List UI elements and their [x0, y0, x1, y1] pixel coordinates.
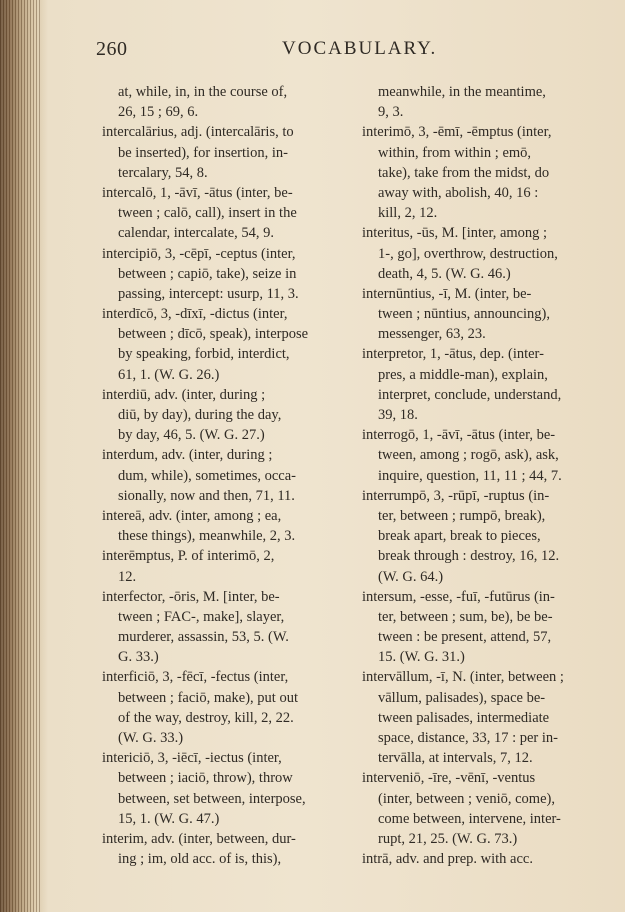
vocabulary-line: interdiū, adv. (inter, during ;: [102, 386, 266, 403]
vocabulary-line: intrā, adv. and prep. with acc.: [362, 851, 533, 868]
vocabulary-line: intercalārius, adj. (intercalāris, to: [102, 124, 294, 141]
vocabulary-line: (inter, between ; veniō, come),: [378, 790, 555, 807]
vocabulary-line: interrumpō, 3, -rūpī, -ruptus (in-: [362, 487, 550, 504]
vocabulary-line: diū, by day), during the day,: [118, 407, 282, 423]
vocabulary-line: these things), meanwhile, 2, 3.: [118, 528, 296, 545]
vocabulary-line: between ; iaciō, throw), throw: [118, 770, 293, 787]
vocabulary-line: take), take from the midst, do: [378, 164, 550, 181]
vocabulary-line: interveniō, -īre, -vēnī, -ventus: [362, 770, 536, 787]
vocabulary-line: tervālla, at intervals, 7, 12.: [378, 750, 533, 767]
vocabulary-line: by day, 46, 5. (W. G. 27.): [118, 427, 265, 444]
vocabulary-line: messenger, 63, 23.: [378, 326, 486, 343]
page-number: 260: [96, 38, 128, 60]
vocabulary-line: 9, 3.: [378, 104, 404, 121]
vocabulary-line: internūntius, -ī, M. (inter, be-: [362, 285, 532, 302]
vocabulary-line: at, while, in, in the course of,: [118, 84, 288, 100]
vocabulary-line: (W. G. 33.): [118, 730, 184, 746]
vocabulary-line: interfector, -ōris, M. [inter, be-: [102, 588, 280, 605]
vocabulary-line: sionally, now and then, 71, 11.: [118, 487, 295, 504]
vocabulary-line: G. 33.): [118, 649, 159, 666]
vocabulary-line: tween : be present, attend, 57,: [378, 629, 552, 646]
vocabulary-line: interim, adv. (inter, between, dur-: [102, 830, 296, 847]
right-column: [362, 82, 610, 869]
vocabulary-line: intervāllum, -ī, N. (inter, between ;: [362, 669, 564, 686]
vocabulary-line: intercipiō, 3, -cēpī, -ceptus (inter,: [102, 245, 296, 262]
vocabulary-line: tween ; nūntius, announcing),: [378, 306, 550, 323]
vocabulary-line: between ; dīcō, speak), interpose: [118, 326, 309, 343]
vocabulary-line: pres, a middle-man), explain,: [378, 366, 548, 383]
vocabulary-line: 15, 1. (W. G. 47.): [118, 810, 220, 827]
vocabulary-line: tween ; calō, call), insert in the: [118, 205, 297, 222]
running-head: VOCABULARY.: [282, 38, 438, 59]
vocabulary-line: between ; faciō, make), put out: [118, 689, 298, 706]
vocabulary-line: interdīcō, 3, -dīxī, -dictus (inter,: [102, 306, 288, 323]
vocabulary-line: tween ; FAC-, make], slayer,: [118, 608, 285, 625]
vocabulary-line: (W. G. 64.): [378, 568, 444, 585]
vocabulary-line: 61, 1. (W. G. 26.): [118, 366, 220, 383]
vocabulary-line: intericiō, 3, -iēcī, -iectus (inter,: [102, 750, 282, 767]
vocabulary-line: break through : destroy, 16, 12.: [378, 548, 560, 565]
vocabulary-line: passing, intercept: usurp, 11, 3.: [118, 285, 299, 302]
page-edge-shadow: [0, 0, 40, 912]
vocabulary-line: meanwhile, in the meantime,: [378, 84, 546, 100]
vocabulary-line: interimō, 3, -ēmī, -ēmptus (inter,: [362, 124, 552, 141]
vocabulary-line: interrogō, 1, -āvī, -ātus (inter, be-: [362, 427, 556, 444]
page-header: [96, 38, 605, 64]
vocabulary-line: space, distance, 33, 17 : per in-: [378, 730, 558, 746]
vocabulary-line: intereā, adv. (inter, among ; ea,: [102, 507, 282, 524]
vocabulary-line: by speaking, forbid, interdict,: [118, 346, 290, 363]
vocabulary-line: murderer, assassin, 53, 5. (W.: [118, 629, 289, 646]
vocabulary-line: break apart, break to pieces,: [378, 528, 541, 545]
vocabulary-line: within, from within ; emō,: [378, 144, 532, 161]
vocabulary-line: intercalō, 1, -āvī, -ātus (inter, be-: [102, 184, 293, 201]
vocabulary-line: inquire, question, 11, 11 ; 44, 7.: [378, 467, 562, 484]
vocabulary-line: ter, between ; rumpō, break),: [378, 507, 546, 524]
vocabulary-line: interēmptus, P. of interimō, 2,: [102, 548, 275, 565]
vocabulary-line: 1-, go], overthrow, destruction,: [378, 245, 558, 262]
vocabulary-line: interdum, adv. (inter, during ;: [102, 447, 273, 464]
vocabulary-line: between ; capiō, take), seize in: [118, 265, 297, 282]
vocabulary-line: interpret, conclude, understand,: [378, 386, 562, 403]
vocabulary-line: away with, abolish, 40, 16 :: [378, 184, 539, 201]
vocabulary-line: 26, 15 ; 69, 6.: [118, 104, 199, 121]
vocabulary-line: ter, between ; sum, be), be be-: [378, 608, 553, 625]
vocabulary-line: calendar, intercalate, 54, 9.: [118, 225, 275, 242]
vocabulary-line: tween, among ; rogō, ask), ask,: [378, 447, 559, 464]
vocabulary-line: 39, 18.: [378, 407, 418, 423]
vocabulary-line: be inserted), for insertion, in-: [118, 144, 288, 161]
vocabulary-line: between, set between, interpose,: [118, 790, 306, 807]
vocabulary-line: dum, while), sometimes, occa-: [118, 467, 296, 484]
vocabulary-line: interpretor, 1, -ātus, dep. (inter-: [362, 346, 544, 363]
vocabulary-line: interitus, -ūs, M. [inter, among ;: [362, 225, 548, 242]
vocabulary-line: interficiō, 3, -fēcī, -fectus (inter,: [102, 669, 289, 686]
vocabulary-line: intersum, -esse, -fuī, -futūrus (in-: [362, 588, 555, 605]
vocabulary-line: death, 4, 5. (W. G. 46.): [378, 265, 511, 282]
vocabulary-line: ing ; im, old acc. of is, this),: [118, 851, 282, 868]
left-column: [102, 82, 352, 869]
vocabulary-line: kill, 2, 12.: [378, 205, 438, 222]
vocabulary-line: of the way, destroy, kill, 2, 22.: [118, 709, 294, 726]
vocabulary-line: tercalary, 54, 8.: [118, 164, 208, 181]
vocabulary-line: vāllum, palisades), space be-: [378, 689, 546, 706]
vocabulary-line: 15. (W. G. 31.): [378, 649, 465, 666]
vocabulary-line: come between, intervene, inter-: [378, 810, 561, 827]
vocabulary-line: 12.: [118, 568, 137, 585]
vocabulary-line: rupt, 21, 25. (W. G. 73.): [378, 830, 518, 847]
vocabulary-line: tween palisades, intermediate: [378, 709, 550, 726]
